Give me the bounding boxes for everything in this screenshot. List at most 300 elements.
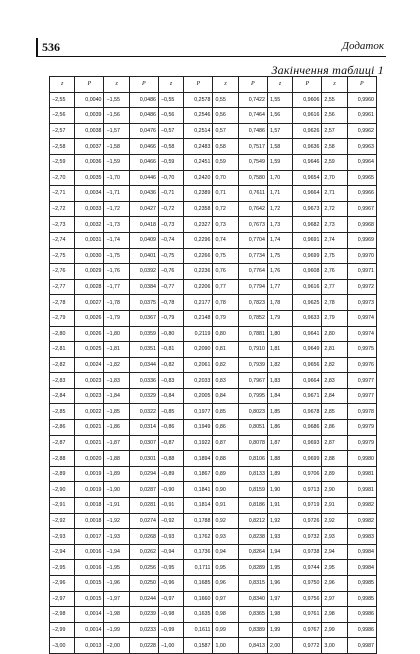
z-value-cell: 1,55 (267, 92, 292, 108)
z-value-cell: 1,86 (267, 420, 292, 436)
p-value-cell: 0,2119 (184, 326, 213, 342)
p-value-cell: 0,9987 (347, 638, 376, 654)
p-value-cell: 0,9744 (293, 560, 322, 576)
column-header: P (293, 77, 322, 93)
z-value-cell: −2,79 (50, 310, 75, 326)
p-value-cell: 0,9971 (347, 264, 376, 280)
p-value-cell: 0,9772 (293, 638, 322, 654)
z-value-cell: 1,88 (267, 451, 292, 467)
z-value-cell: 0,91 (213, 498, 238, 514)
z-value-cell: 3,00 (322, 638, 347, 654)
table-row (50, 451, 377, 467)
p-value-cell: 0,7995 (238, 388, 267, 404)
z-value-cell: 2,75 (322, 248, 347, 264)
z-value-cell: 1,96 (267, 576, 292, 592)
z-value-cell: −1,55 (104, 92, 129, 108)
p-value-cell: 0,9979 (347, 420, 376, 436)
p-value-cell: 0,0233 (129, 622, 158, 638)
z-value-cell: −2,80 (50, 326, 75, 342)
z-value-cell: −0,73 (158, 217, 183, 233)
p-value-cell: 0,9965 (347, 170, 376, 186)
z-value-cell: 1,59 (267, 154, 292, 170)
z-value-cell: 0,70 (213, 170, 238, 186)
z-value-cell: −1,78 (104, 295, 129, 311)
p-value-cell: 0,0016 (75, 560, 104, 576)
z-value-cell: 2,84 (322, 388, 347, 404)
z-value-cell: 1,70 (267, 170, 292, 186)
z-value-cell: 2,74 (322, 232, 347, 248)
p-value-cell: 0,9693 (293, 435, 322, 451)
z-value-cell: 2,99 (322, 622, 347, 638)
z-value-cell: −1,75 (104, 248, 129, 264)
p-value-cell: 0,9608 (293, 264, 322, 280)
p-value-cell: 0,0040 (75, 92, 104, 108)
p-value-cell: 0,2296 (184, 232, 213, 248)
z-value-cell: 0,84 (213, 388, 238, 404)
p-value-cell: 0,9970 (347, 248, 376, 264)
table-header-row (50, 77, 377, 93)
p-value-cell: 0,0446 (129, 170, 158, 186)
p-value-cell: 0,9732 (293, 529, 322, 545)
p-value-cell: 0,0239 (129, 607, 158, 623)
z-value-cell: −2,75 (50, 248, 75, 264)
p-value-cell: 0,2206 (184, 279, 213, 295)
z-value-cell: −1,72 (104, 201, 129, 217)
p-value-cell: 0,2266 (184, 248, 213, 264)
p-value-cell: 0,7673 (238, 217, 267, 233)
z-value-cell: 1,58 (267, 139, 292, 155)
z-value-cell: −0,78 (158, 295, 183, 311)
p-value-cell: 0,9706 (293, 466, 322, 482)
z-value-cell: −2,77 (50, 279, 75, 295)
p-value-cell: 0,1814 (184, 498, 213, 514)
z-value-cell: 0,56 (213, 108, 238, 124)
z-value-cell: −2,94 (50, 544, 75, 560)
z-value-cell: 0,73 (213, 217, 238, 233)
p-value-cell: 0,8212 (238, 513, 267, 529)
p-value-cell: 0,9977 (347, 388, 376, 404)
z-value-cell: −0,55 (158, 92, 183, 108)
table-row (50, 498, 377, 514)
table-row (50, 264, 377, 280)
z-value-cell: 0,80 (213, 326, 238, 342)
p-value-cell: 0,9967 (347, 201, 376, 217)
p-value-cell: 0,0322 (129, 404, 158, 420)
p-value-cell: 0,9982 (347, 498, 376, 514)
z-value-cell: −3,00 (50, 638, 75, 654)
z-value-cell: 2,87 (322, 435, 347, 451)
p-value-cell: 0,2236 (184, 264, 213, 280)
p-value-cell: 0,0351 (129, 342, 158, 358)
p-value-cell: 0,0014 (75, 622, 104, 638)
z-value-cell: −2,93 (50, 529, 75, 545)
z-value-cell: 2,78 (322, 295, 347, 311)
table-row (50, 154, 377, 170)
p-value-cell: 0,8023 (238, 404, 267, 420)
z-value-cell: −1,92 (104, 513, 129, 529)
p-value-cell: 0,0268 (129, 529, 158, 545)
z-value-cell: 2,93 (322, 529, 347, 545)
p-value-cell: 0,9726 (293, 513, 322, 529)
z-value-cell: 1,75 (267, 248, 292, 264)
table-caption: Закінчення таблиці 1 (271, 63, 384, 77)
table-row (50, 373, 377, 389)
table-row (50, 310, 377, 326)
z-value-cell: 2,76 (322, 264, 347, 280)
p-value-cell: 0,7486 (238, 123, 267, 139)
z-value-cell: −1,88 (104, 451, 129, 467)
p-value-cell: 0,0020 (75, 451, 104, 467)
z-value-cell: 0,83 (213, 373, 238, 389)
z-value-cell: 0,89 (213, 466, 238, 482)
z-value-cell: −2,97 (50, 591, 75, 607)
z-value-cell: 1,76 (267, 264, 292, 280)
z-value-cell: 0,58 (213, 139, 238, 155)
p-value-cell: 0,0021 (75, 435, 104, 451)
z-value-cell: 1,56 (267, 108, 292, 124)
p-value-cell: 0,0018 (75, 513, 104, 529)
p-value-cell: 0,8133 (238, 466, 267, 482)
z-value-cell: 2,91 (322, 498, 347, 514)
p-value-cell: 0,9977 (347, 373, 376, 389)
p-value-cell: 0,8159 (238, 482, 267, 498)
z-value-cell: 1,97 (267, 591, 292, 607)
z-value-cell: 2,00 (267, 638, 292, 654)
p-value-cell: 0,7910 (238, 342, 267, 358)
p-value-cell: 0,9656 (293, 357, 322, 373)
z-value-cell: −2,92 (50, 513, 75, 529)
p-value-cell: 0,9986 (347, 622, 376, 638)
p-value-cell: 0,0033 (75, 201, 104, 217)
z-value-cell: 2,80 (322, 326, 347, 342)
p-value-cell: 0,0017 (75, 529, 104, 545)
z-value-cell: −2,99 (50, 622, 75, 638)
p-value-cell: 0,0367 (129, 310, 158, 326)
p-value-cell: 0,9962 (347, 123, 376, 139)
z-value-cell: −2,58 (50, 139, 75, 155)
p-value-cell: 0,2033 (184, 373, 213, 389)
p-value-cell: 0,9664 (293, 373, 322, 389)
p-value-cell: 0,0026 (75, 310, 104, 326)
z-value-cell: 2,55 (322, 92, 347, 108)
z-value-cell: 0,78 (213, 295, 238, 311)
p-value-cell: 0,0409 (129, 232, 158, 248)
p-value-cell: 0,9979 (347, 435, 376, 451)
page-header (36, 36, 386, 57)
p-value-cell: 0,0244 (129, 591, 158, 607)
z-value-cell: 1,98 (267, 607, 292, 623)
p-value-cell: 0,1762 (184, 529, 213, 545)
z-value-cell: −0,94 (158, 544, 183, 560)
p-value-cell: 0,0466 (129, 139, 158, 155)
z-value-cell: −1,99 (104, 622, 129, 638)
table-row (50, 404, 377, 420)
z-value-cell: 0,93 (213, 529, 238, 545)
z-value-cell: −0,92 (158, 513, 183, 529)
z-value-cell: −1,71 (104, 186, 129, 202)
table-row (50, 357, 377, 373)
p-value-cell: 0,8365 (238, 607, 267, 623)
p-value-cell: 0,7549 (238, 154, 267, 170)
z-value-cell: −0,70 (158, 170, 183, 186)
table-row (50, 466, 377, 482)
p-value-cell: 0,0375 (129, 295, 158, 311)
z-value-cell: −0,89 (158, 466, 183, 482)
p-value-cell: 0,9981 (347, 482, 376, 498)
p-value-cell: 0,9978 (347, 404, 376, 420)
p-value-cell: 0,8186 (238, 498, 267, 514)
table-body (50, 92, 377, 653)
p-value-cell: 0,9986 (347, 607, 376, 623)
z-value-cell: 0,71 (213, 186, 238, 202)
z-value-cell: 1,82 (267, 357, 292, 373)
z-value-cell: −2,96 (50, 576, 75, 592)
z-value-cell: −1,94 (104, 544, 129, 560)
z-value-cell: −0,91 (158, 498, 183, 514)
p-value-cell: 0,0384 (129, 279, 158, 295)
p-value-cell: 0,0021 (75, 420, 104, 436)
z-value-cell: −0,76 (158, 264, 183, 280)
p-value-cell: 0,8389 (238, 622, 267, 638)
z-value-cell: −1,77 (104, 279, 129, 295)
z-value-cell: 2,96 (322, 576, 347, 592)
z-value-cell: −1,91 (104, 498, 129, 514)
p-value-cell: 0,7823 (238, 295, 267, 311)
z-value-cell: 0,57 (213, 123, 238, 139)
z-value-cell: 1,93 (267, 529, 292, 545)
z-value-cell: 1,90 (267, 482, 292, 498)
z-value-cell: 1,71 (267, 186, 292, 202)
table-row (50, 170, 377, 186)
p-value-cell: 0,0436 (129, 186, 158, 202)
z-value-cell: 1,81 (267, 342, 292, 358)
p-value-cell: 0,9738 (293, 544, 322, 560)
p-value-cell: 0,7852 (238, 310, 267, 326)
table-row (50, 607, 377, 623)
z-value-cell: 0,82 (213, 357, 238, 373)
z-value-cell: −0,82 (158, 357, 183, 373)
z-value-cell: −0,74 (158, 232, 183, 248)
z-value-cell: −1,56 (104, 108, 129, 124)
p-value-cell: 0,9654 (293, 170, 322, 186)
p-value-cell: 0,0038 (75, 123, 104, 139)
z-value-cell: −0,56 (158, 108, 183, 124)
z-value-cell: 2,98 (322, 607, 347, 623)
p-value-cell: 0,7734 (238, 248, 267, 264)
p-value-cell: 0,1685 (184, 576, 213, 592)
p-value-cell: 0,9974 (347, 310, 376, 326)
z-value-cell: −2,56 (50, 108, 75, 124)
column-header: z (50, 77, 75, 93)
p-value-cell: 0,9756 (293, 591, 322, 607)
z-value-cell: 1,78 (267, 295, 292, 311)
column-header: P (75, 77, 104, 93)
z-value-cell: 0,99 (213, 622, 238, 638)
z-value-cell: 1,57 (267, 123, 292, 139)
p-value-cell: 0,2483 (184, 139, 213, 155)
p-value-cell: 0,0274 (129, 513, 158, 529)
z-value-cell: 0,59 (213, 154, 238, 170)
table-row (50, 279, 377, 295)
z-value-cell: −1,76 (104, 264, 129, 280)
z-value-cell: 0,88 (213, 451, 238, 467)
p-value-cell: 0,0250 (129, 576, 158, 592)
p-value-cell: 0,8051 (238, 420, 267, 436)
p-value-cell: 0,8289 (238, 560, 267, 576)
p-value-cell: 0,7794 (238, 279, 267, 295)
p-value-cell: 0,9719 (293, 498, 322, 514)
z-value-cell: 2,92 (322, 513, 347, 529)
z-value-cell: −2,55 (50, 92, 75, 108)
p-value-cell: 0,8315 (238, 576, 267, 592)
table-row (50, 217, 377, 233)
p-value-cell: 0,8340 (238, 591, 267, 607)
z-value-cell: −2,89 (50, 466, 75, 482)
z-value-cell: 0,75 (213, 248, 238, 264)
z-value-cell: 0,76 (213, 264, 238, 280)
z-value-cell: 0,87 (213, 435, 238, 451)
p-value-cell: 0,1736 (184, 544, 213, 560)
z-value-cell: −0,79 (158, 310, 183, 326)
p-value-cell: 0,8264 (238, 544, 267, 560)
z-value-cell: 1,73 (267, 217, 292, 233)
p-value-cell: 0,0032 (75, 217, 104, 233)
p-value-cell: 0,7580 (238, 170, 267, 186)
p-value-cell: 0,9626 (293, 123, 322, 139)
p-value-cell: 0,0392 (129, 264, 158, 280)
table-row (50, 420, 377, 436)
z-value-cell: 2,77 (322, 279, 347, 295)
p-value-cell: 0,9981 (347, 466, 376, 482)
p-value-cell: 0,7967 (238, 373, 267, 389)
p-value-cell: 0,0018 (75, 498, 104, 514)
table-row (50, 622, 377, 638)
z-value-cell: −0,81 (158, 342, 183, 358)
p-value-cell: 0,1977 (184, 404, 213, 420)
p-value-cell: 0,2148 (184, 310, 213, 326)
p-value-cell: 0,2389 (184, 186, 213, 202)
p-value-cell: 0,9678 (293, 404, 322, 420)
table-row (50, 139, 377, 155)
p-value-cell: 0,0228 (129, 638, 158, 654)
p-value-cell: 0,0466 (129, 154, 158, 170)
p-value-cell: 0,8106 (238, 451, 267, 467)
p-value-cell: 0,2514 (184, 123, 213, 139)
p-value-cell: 0,0486 (129, 92, 158, 108)
p-value-cell: 0,7881 (238, 326, 267, 342)
z-value-cell: −0,84 (158, 388, 183, 404)
z-value-cell: 2,72 (322, 201, 347, 217)
z-value-cell: −2,81 (50, 342, 75, 358)
p-value-cell: 0,2177 (184, 295, 213, 311)
p-value-cell: 0,9691 (293, 232, 322, 248)
z-value-cell: −2,90 (50, 482, 75, 498)
z-value-cell: −1,95 (104, 560, 129, 576)
z-value-cell: −2,91 (50, 498, 75, 514)
p-value-cell: 0,9664 (293, 186, 322, 202)
p-value-cell: 0,0307 (129, 435, 158, 451)
z-value-cell: 1,99 (267, 622, 292, 638)
z-value-cell: −1,80 (104, 326, 129, 342)
z-value-cell: −2,70 (50, 170, 75, 186)
p-value-cell: 0,1894 (184, 451, 213, 467)
p-value-cell: 0,0014 (75, 607, 104, 623)
z-value-cell: 2,82 (322, 357, 347, 373)
p-value-cell: 0,9976 (347, 357, 376, 373)
p-value-cell: 0,0476 (129, 123, 158, 139)
z-value-cell: 2,86 (322, 420, 347, 436)
table-row (50, 544, 377, 560)
z-value-cell: 1,85 (267, 404, 292, 420)
column-header: P (184, 77, 213, 93)
p-value-cell: 0,1711 (184, 560, 213, 576)
p-value-cell: 0,0262 (129, 544, 158, 560)
z-value-cell: −0,86 (158, 420, 183, 436)
p-value-cell: 0,0030 (75, 248, 104, 264)
z-value-cell: −0,80 (158, 326, 183, 342)
table-row (50, 108, 377, 124)
z-value-cell: 1,92 (267, 513, 292, 529)
p-value-cell: 0,9963 (347, 139, 376, 155)
z-value-cell: 0,79 (213, 310, 238, 326)
p-value-cell: 0,7517 (238, 139, 267, 155)
z-value-cell: 1,89 (267, 466, 292, 482)
page-number: 536 (42, 40, 60, 54)
p-value-cell: 0,1635 (184, 607, 213, 623)
p-value-cell: 0,9699 (293, 248, 322, 264)
p-value-cell: 0,1949 (184, 420, 213, 436)
z-value-cell: 2,97 (322, 591, 347, 607)
z-value-cell: −1,93 (104, 529, 129, 545)
z-value-cell: −0,93 (158, 529, 183, 545)
p-value-cell: 0,9750 (293, 576, 322, 592)
p-value-cell: 0,9966 (347, 186, 376, 202)
column-header: z (158, 77, 183, 93)
table-row (50, 513, 377, 529)
z-value-cell: −2,57 (50, 123, 75, 139)
p-value-cell: 0,9649 (293, 342, 322, 358)
column-header: z (213, 77, 238, 93)
p-value-cell: 0,1587 (184, 638, 213, 654)
p-value-cell: 0,8078 (238, 435, 267, 451)
p-value-cell: 0,9972 (347, 279, 376, 295)
table-row (50, 435, 377, 451)
p-value-cell: 0,0401 (129, 248, 158, 264)
p-value-cell: 0,2005 (184, 388, 213, 404)
z-value-cell: 0,96 (213, 576, 238, 592)
z-value-cell: 2,71 (322, 186, 347, 202)
z-value-cell: 1,74 (267, 232, 292, 248)
table-row (50, 201, 377, 217)
z-value-cell: −1,87 (104, 435, 129, 451)
z-value-cell: 2,56 (322, 108, 347, 124)
p-value-cell: 0,2061 (184, 357, 213, 373)
p-value-cell: 0,0019 (75, 482, 104, 498)
p-value-cell: 0,0037 (75, 139, 104, 155)
z-value-cell: −1,57 (104, 123, 129, 139)
p-value-cell: 0,1611 (184, 622, 213, 638)
z-value-cell: −1,86 (104, 420, 129, 436)
z-value-cell: 0,74 (213, 232, 238, 248)
p-value-cell: 0,2090 (184, 342, 213, 358)
z-value-cell: −0,77 (158, 279, 183, 295)
z-value-cell: 0,90 (213, 482, 238, 498)
p-value-cell: 0,7704 (238, 232, 267, 248)
p-value-cell: 0,1922 (184, 435, 213, 451)
z-value-cell: 1,72 (267, 201, 292, 217)
z-value-cell: 0,98 (213, 607, 238, 623)
z-value-cell: −1,89 (104, 466, 129, 482)
